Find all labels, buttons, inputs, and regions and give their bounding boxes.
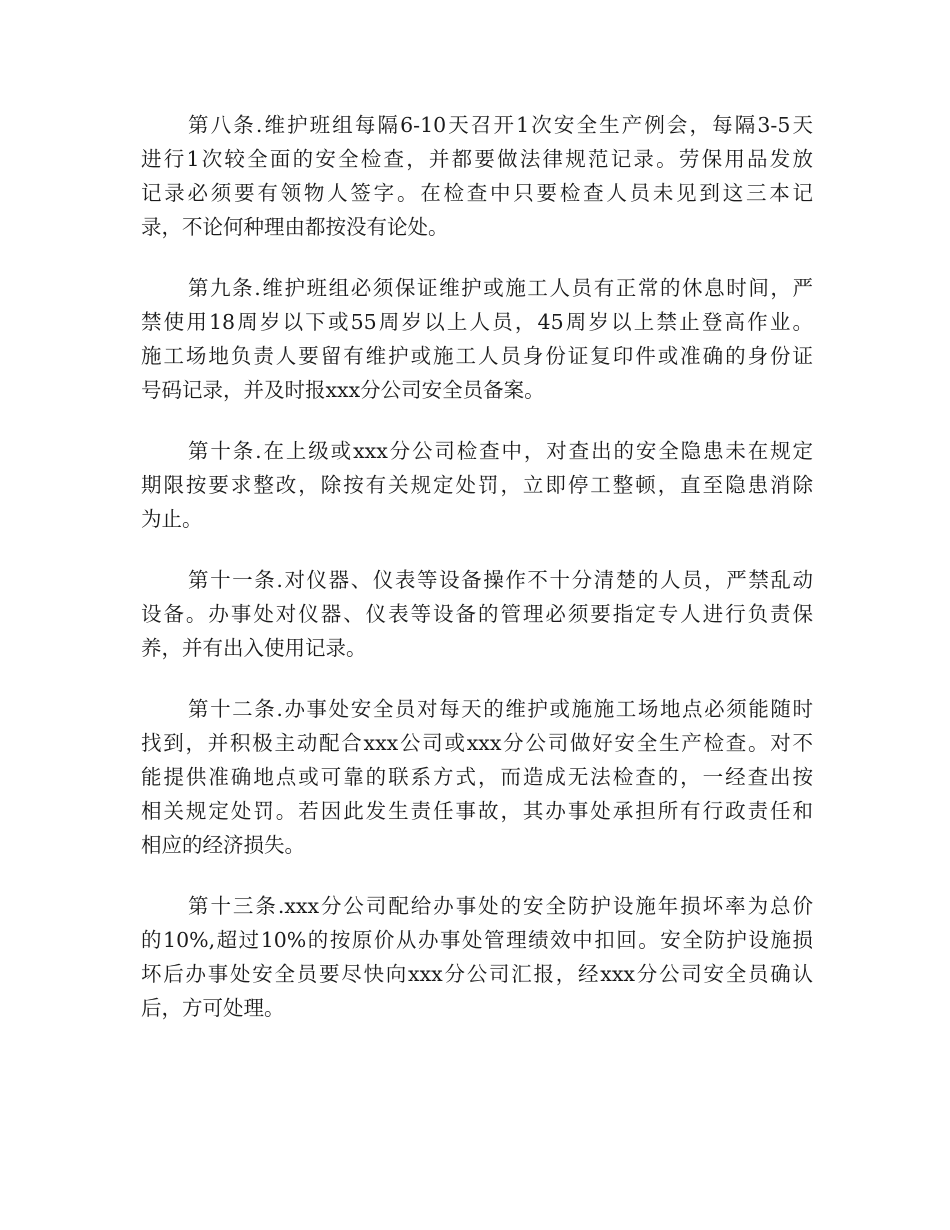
text-line: 第八条.维护班组每隔6-10天召开1次安全生产例会，每隔3-5天 — [188, 113, 813, 137]
text-line: 期限按要求整改，除按有关规定处罚，立即停工整顿，直至隐患消除 — [141, 473, 813, 497]
text-line: 坏后办事处安全员要尽快向xxx分公司汇报，经xxx分公司安全员确认 — [141, 962, 813, 986]
text-line: 相应的经济损失。 — [141, 833, 305, 857]
text-line: 设备。办事处对仪器、仪表等设备的管理必须要指定专人进行负责保 — [141, 602, 813, 626]
text-line: 录，不论何种理由都按没有论处。 — [141, 215, 449, 239]
paragraph-article-12 — [141, 692, 813, 862]
text-line: 施工场地负责人要留有维护或施工人员身份证复印件或准确的身份证 — [141, 344, 813, 368]
text-line: 第九条.维护班组必须保证维护或施工人员有正常的休息时间，严 — [188, 276, 813, 300]
text-line: 进行1次较全面的安全检查，并都要做法律规范记录。劳保用品发放 — [141, 147, 813, 171]
text-line: 第十条.在上级或xxx分公司检查中，对查出的安全隐患未在规定 — [188, 439, 813, 463]
text-line: 后，方可处理。 — [141, 996, 285, 1020]
paragraph-article-10 — [141, 434, 813, 536]
text-line: 记录必须要有领物人签字。在检查中只要检查人员未见到这三本记 — [141, 181, 813, 205]
text-line: 相关规定处罚。若因此发生责任事故，其办事处承担所有行政责任和 — [141, 799, 813, 823]
text-line: 的10%,超过10%的按原价从办事处管理绩效中扣回。安全防护设施损 — [141, 928, 813, 952]
text-line: 号码记录，并及时报xxx分公司安全员备案。 — [141, 378, 545, 402]
text-line: 养，并有出入使用记录。 — [141, 636, 367, 660]
text-line: 第十二条.办事处安全员对每天的维护或施施工场地点必须能随时 — [188, 697, 813, 721]
paragraph-article-11 — [141, 563, 813, 665]
paragraph-article-13 — [141, 889, 813, 1025]
text-line: 禁使用18周岁以下或55周岁以上人员，45周岁以上禁止登高作业。 — [141, 310, 813, 334]
text-line: 找到，并积极主动配合xxx公司或xxx分公司做好安全生产检查。对不 — [141, 731, 813, 755]
text-line: 为止。 — [141, 507, 203, 531]
paragraph-article-9 — [141, 271, 813, 407]
text-line: 第十三条.xxx分公司配给办事处的安全防护设施年损坏率为总价 — [188, 894, 813, 918]
text-line: 能提供准确地点或可靠的联系方式，而造成无法检查的，一经查出按 — [141, 765, 813, 789]
text-line: 第十一条.对仪器、仪表等设备操作不十分清楚的人员，严禁乱动 — [188, 568, 813, 592]
document-body — [141, 108, 813, 1052]
paragraph-article-8 — [141, 108, 813, 244]
